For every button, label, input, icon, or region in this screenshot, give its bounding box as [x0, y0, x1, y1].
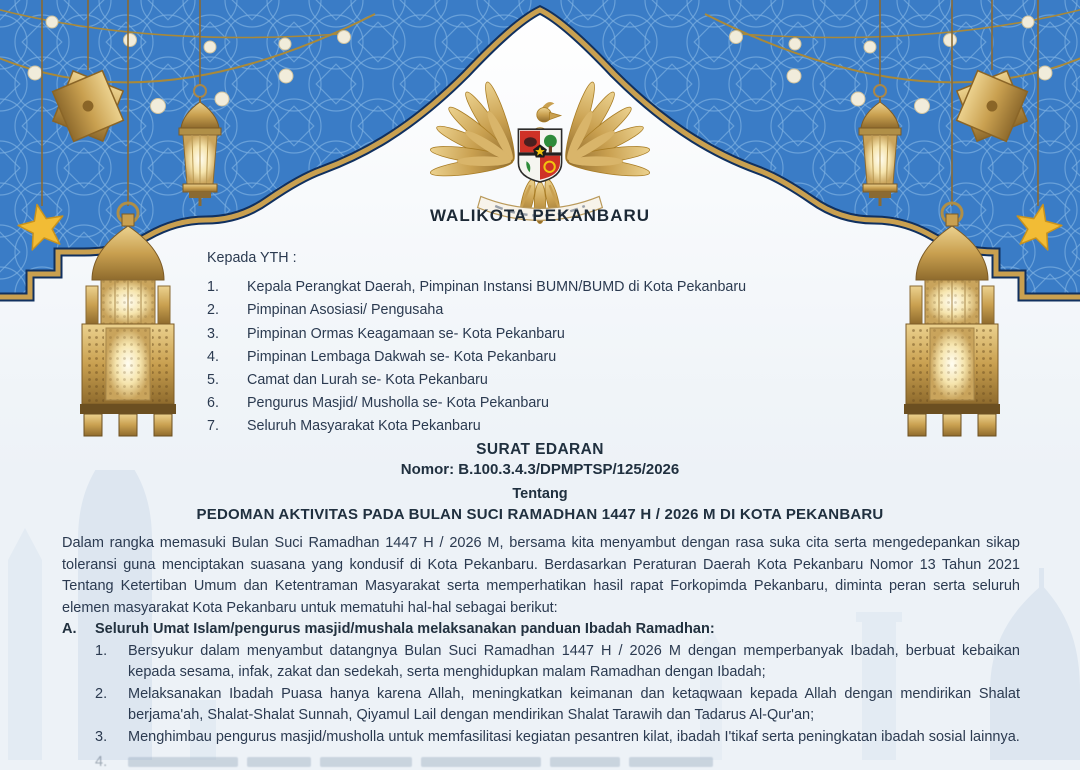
- section-letter: A.: [62, 621, 77, 637]
- item-text: Melaksanakan Ibadah Puasa hanya karena Allah, meningkatkan keimanan dan ketaqwaan kepada Allah dengan mendirikan Shalat berjama'ah, Shalat-Shalat Sunnah, Qiyamul Lail dengan mendirikan Shalat Tarawih dan Tadarus Al-Qur'an;: [128, 685, 1020, 723]
- recipient-text: Seluruh Masyarakat Kota Pekanbaru: [247, 418, 481, 435]
- item-number: 2.: [95, 685, 108, 702]
- recipient-number: 1.: [207, 279, 219, 296]
- recipient-item: [207, 346, 1020, 369]
- section-a-heading: [62, 619, 1020, 641]
- list-item: [62, 641, 1020, 684]
- recipient-text: Pimpinan Asosiasi/ Pengusaha: [247, 302, 444, 319]
- recipient-item: [207, 323, 1020, 346]
- item-number: 3.: [95, 728, 108, 745]
- opening-paragraph: Dalam rangka memasuki Bulan Suci Ramadhan 1447 H / 2026 M, bersama kita menyambut dengan rasa suka cita serta mengedepankan sikap toleransi guna menciptakan suasana yang kondusif di Kota Pekanbaru. Berdasarkan Peraturan Daerah Kota Pekanbaru Nomor 13 Tahun 2021 Tentang Ketertiban Umum dan Ketentraman Masyarakat serta memperhatikan hasil rapat Forkopimda Pekanbaru, diminta peran serta seluruh elemen masyarakat Kota Pekanbaru untuk mematuhi hal-hal sebagai berikut:: [62, 535, 1020, 616]
- recipient-item: [207, 415, 1020, 438]
- letter-type: SURAT EDARAN: [476, 441, 604, 458]
- recipient-number: 5.: [207, 372, 219, 389]
- recipient-item: [207, 369, 1020, 392]
- letter-title-block: [0, 441, 1080, 523]
- letterhead-title: WALIKOTA PEKANBARU: [429, 206, 651, 225]
- section-heading-text: Seluruh Umat Islam/pengurus masjid/mushala melaksanakan panduan Ibadah Ramadhan:: [95, 621, 715, 637]
- recipient-text: Pengurus Masjid/ Musholla se- Kota Pekanbaru: [247, 395, 549, 412]
- recipient-text: Pimpinan Ormas Keagamaan se- Kota Pekanbaru: [247, 325, 565, 342]
- recipient-text: Camat dan Lurah se- Kota Pekanbaru: [247, 372, 488, 389]
- list-item: [62, 727, 1020, 749]
- item-text: Bersyukur dalam menyambut datangnya Bulan Suci Ramadhan 1447 H / 2026 M dengan memperbanyak Ibadah, berbuat kebaikan kepada sesama, infak, zakat dan sedekah, serta menghidupkan malam Ramadhan dengan Ibadah;: [128, 642, 1020, 680]
- letter-body: [62, 533, 1020, 748]
- recipient-text: Pimpinan Lembaga Dakwah se- Kota Pekanbaru: [247, 348, 557, 365]
- item-number: 1.: [95, 642, 108, 659]
- recipients-list: [207, 247, 1020, 439]
- recipient-number: 6.: [207, 395, 219, 412]
- recipient-item: [207, 299, 1020, 322]
- letter-subject: PEDOMAN AKTIVITAS PADA BULAN SUCI RAMADHAN 1447 H / 2026 M DI KOTA PEKANBARU: [196, 506, 884, 523]
- item-number: 4.: [95, 754, 108, 770]
- list-item: [62, 684, 1020, 727]
- recipient-number: 2.: [207, 302, 219, 319]
- recipient-number: 7.: [207, 418, 219, 435]
- item-text: Menghimbau pengurus masjid/musholla untuk memfasilitasi kegiatan pesantren kilat, ibadah I'tikaf serta peningkatan ibadah sosial lainnya.: [128, 728, 1020, 745]
- recipient-item: [207, 276, 1020, 299]
- section-a-items: [62, 641, 1020, 749]
- recipients-label: Kepada YTH :: [207, 250, 297, 266]
- recipient-number: 4.: [207, 348, 219, 365]
- letter-number: Nomor: B.100.3.4.3/DPMPTSP/125/2026: [400, 461, 680, 478]
- recipient-text: Kepala Perangkat Daerah, Pimpinan Instansi BUMN/BUMD di Kota Pekanbaru: [247, 279, 747, 296]
- recipient-number: 3.: [207, 325, 219, 342]
- letter-about-label: Tentang: [512, 486, 568, 502]
- recipient-item: [207, 392, 1020, 415]
- truncated-line: [62, 754, 722, 770]
